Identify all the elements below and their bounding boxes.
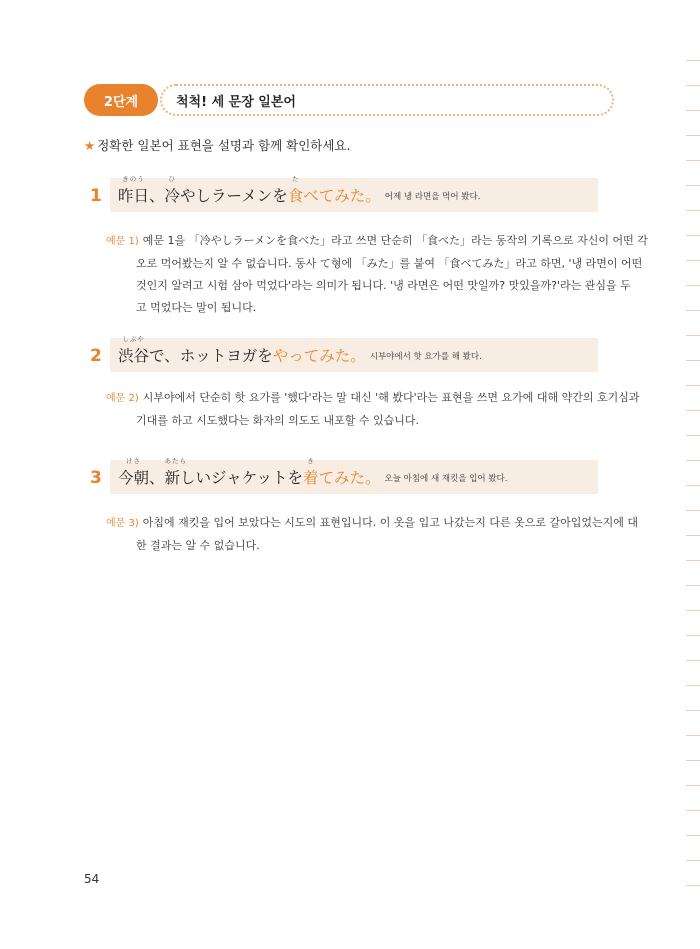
edge-line <box>686 760 700 761</box>
highlight-phrase-2: やってみた。 <box>272 347 366 365</box>
instruction-text: 정확한 일본어 표현을 설명과 함께 확인하세요. <box>97 138 351 153</box>
edge-line <box>686 535 700 536</box>
edge-line <box>686 685 700 686</box>
word-hi: ひ 冷 <box>164 175 181 205</box>
page-edge-lines <box>686 60 700 910</box>
korean-translation-2: 시부야에서 핫 요가를 해 봤다. <box>369 352 482 362</box>
explanation-2: 예문 2) 시부야에서 단순히 핫 요가를 '했다'라는 말 대신 '해 봤다'라는 표현을 쓰면 요가에 대해 약간의 호기심과 기대를 하고 시도했다는 화자의 의도도 내포할 수 있습니다. <box>106 391 640 427</box>
edge-line <box>686 235 700 236</box>
edge-line <box>686 210 700 211</box>
edge-line <box>686 610 700 611</box>
word-shibuya: しぶや 渋谷 <box>118 335 150 365</box>
edge-line <box>686 635 700 636</box>
edge-line <box>686 135 700 136</box>
edge-line <box>686 810 700 811</box>
step-label: 2단계 <box>84 84 158 116</box>
korean-translation-3: 오늘 아침에 새 재킷을 입어 봤다. <box>384 474 508 484</box>
edge-line <box>686 110 700 111</box>
star-icon: ★ <box>84 138 96 153</box>
highlight-phrase-3: き 着てみた。 <box>302 457 381 487</box>
edge-line <box>686 585 700 586</box>
example-number-1: 1 <box>90 186 102 206</box>
highlight-phrase-1: た 食べてみた。 <box>287 175 381 205</box>
example-number-3: 3 <box>90 468 102 488</box>
example-number-2: 2 <box>90 346 102 366</box>
edge-line <box>686 735 700 736</box>
edge-line <box>686 485 700 486</box>
japanese-sentence-2: しぶや 渋谷 で、ホットヨガを やってみた。 시부야에서 핫 요가를 해 봤다. <box>118 335 482 365</box>
edge-line <box>686 710 700 711</box>
edge-line <box>686 185 700 186</box>
japanese-sentence-1: きのう 昨日 、 ひ 冷 やしラーメンを た 食べてみた。 어제 냉 라면을 먹어 봤다. <box>118 175 481 205</box>
edge-line <box>686 835 700 836</box>
example-label-1: 예문 1) <box>106 236 139 247</box>
edge-line <box>686 785 700 786</box>
page-number: 54 <box>84 872 100 886</box>
edge-line <box>686 310 700 311</box>
edge-line <box>686 660 700 661</box>
edge-line <box>686 335 700 336</box>
korean-translation-1: 어제 냉 라면을 먹어 봤다. <box>384 192 481 202</box>
edge-line <box>686 560 700 561</box>
example-label-3: 예문 3) <box>106 518 139 529</box>
word-atarashii: あたら 新 <box>164 457 188 487</box>
edge-line <box>686 285 700 286</box>
edge-line <box>686 85 700 86</box>
edge-line <box>686 360 700 361</box>
edge-line <box>686 260 700 261</box>
edge-line <box>686 460 700 461</box>
edge-line <box>686 160 700 161</box>
edge-line <box>686 885 700 886</box>
japanese-sentence-3: けさ 今朝 、 あたら 新 しいジャケットを き 着てみた。 오늘 아침에 새 재킷을 입어 봤다. <box>118 457 508 487</box>
step-header <box>84 84 600 116</box>
explanation-3: 예문 3) 아침에 재킷을 입어 보았다는 시도의 표현입니다. 이 옷을 입고 나갔는지 다른 옷으로 갈아입었는지에 대 한 결과는 알 수 없습니다. <box>106 516 639 552</box>
explanation-1: 예문 1) 예문 1을 「冷やしラーメンを食べた」라고 쓰면 단순히 「食べた」라는 동작의 기록으로 자신이 어떤 각 오로 먹어봤는지 알 수 없습니다. 동사 て형에 「みた」를 붙여 「食べてみた」라고 하면, '냉 라면이 어떤 것인지 알려고 시험 삼아 먹었다'라는 의미가 됩니다. '냉 라면은 어떤 맛일까? 맛있을까?'라는 관심을 두 고 먹었다는 말이 됩니다. <box>106 234 648 314</box>
example-label-2: 예문 2) <box>106 393 139 404</box>
edge-line <box>686 860 700 861</box>
word-kinou: きのう 昨日 <box>118 175 150 205</box>
edge-line <box>686 385 700 386</box>
step-title: 척척! 세 문장 일본어 <box>160 84 614 116</box>
edge-line <box>686 435 700 436</box>
word-kesa: けさ 今朝 <box>118 457 150 487</box>
edge-line <box>686 510 700 511</box>
edge-line <box>686 60 700 61</box>
edge-line <box>686 410 700 411</box>
instruction <box>84 136 351 154</box>
